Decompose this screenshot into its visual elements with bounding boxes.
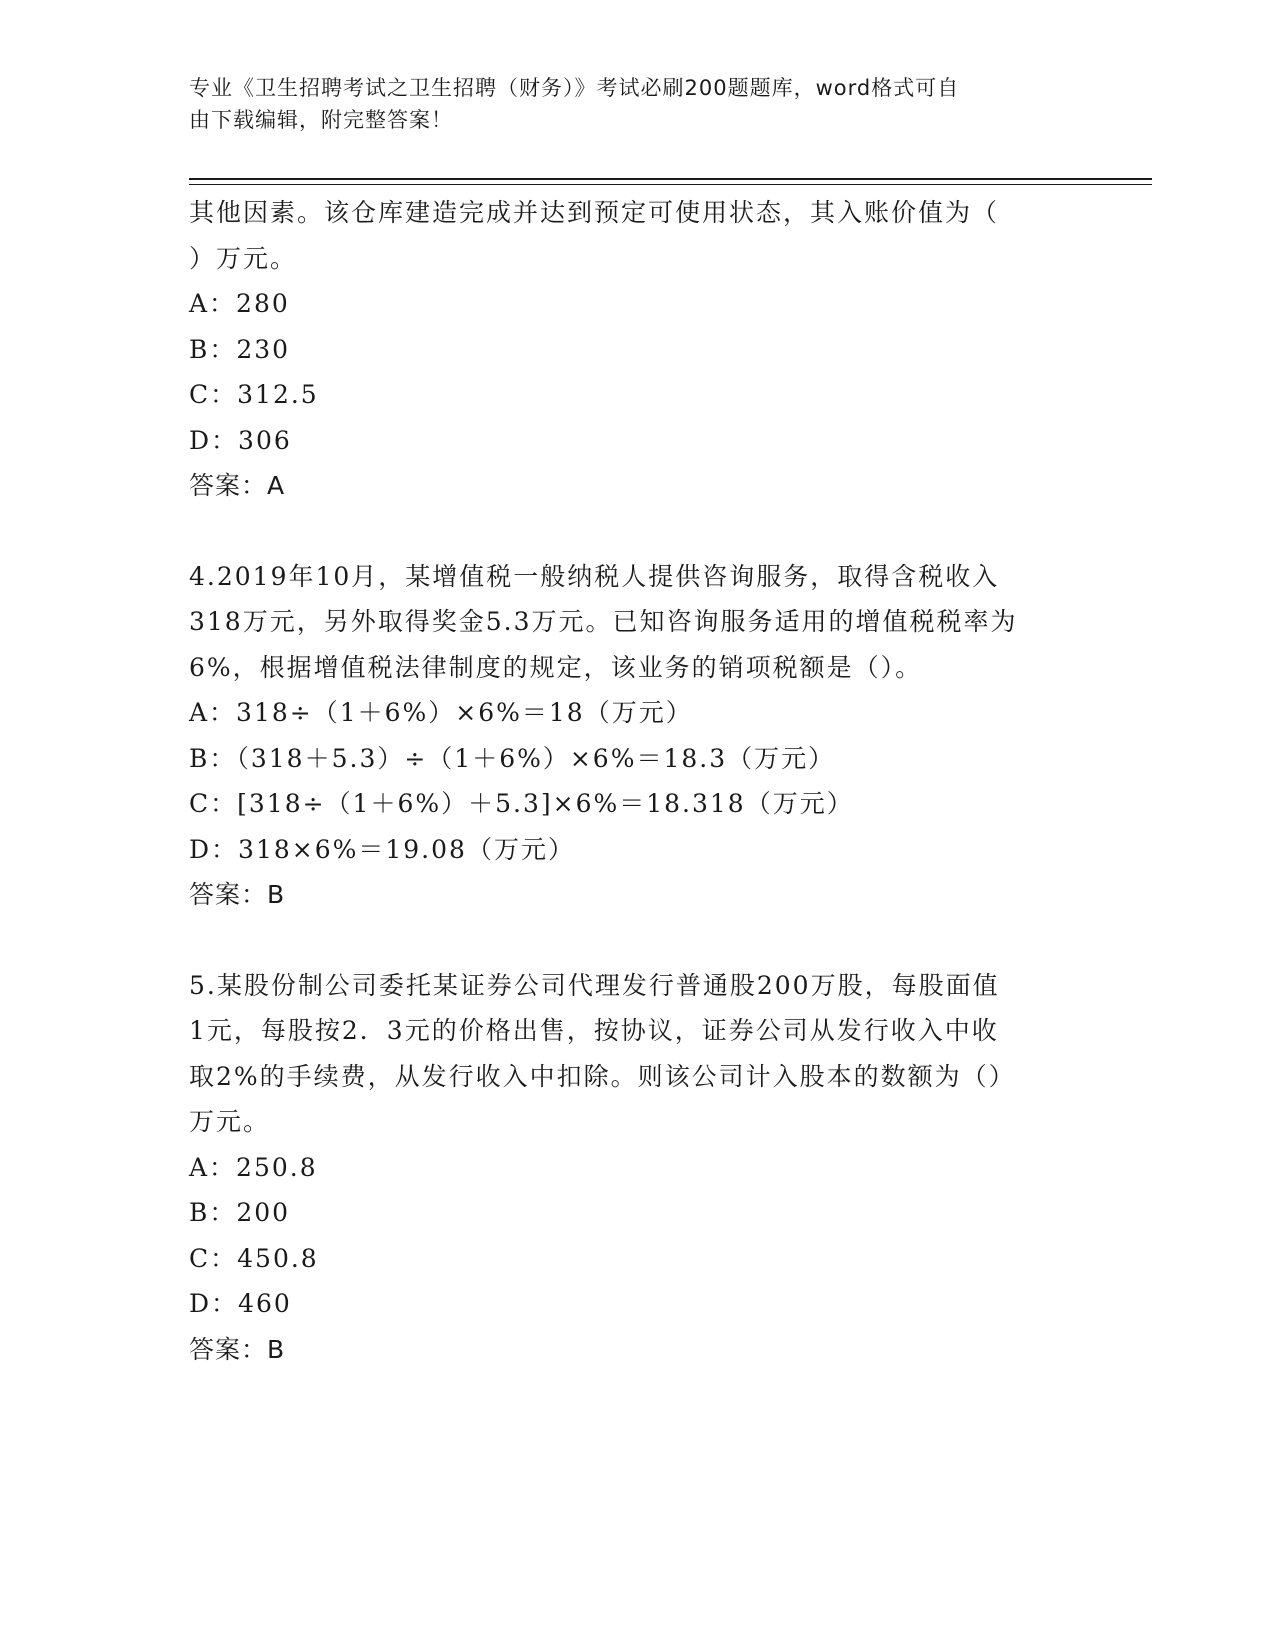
- option-a: A：318÷（1＋6%）×6%＝18（万元）: [189, 698, 693, 727]
- header-line-1: 专业《卫生招聘考试之卫生招聘（财务）》考试必刷200题题库，word格式可自: [189, 76, 960, 100]
- option-d: D：306: [189, 425, 292, 455]
- spacer: [189, 918, 1089, 963]
- question-stem-line: 6%，根据增值税法律制度的规定，该业务的销项税额是（）。: [189, 652, 923, 682]
- option-c: C：450.8: [189, 1243, 319, 1273]
- answer-line: 答案：B: [189, 1334, 286, 1364]
- header-line-2: 由下载编辑，附完整答案！: [189, 108, 453, 132]
- spacer: [189, 509, 1089, 554]
- question-stem-line: 其他因素。该仓库建造完成并达到预定可使用状态，其入账价值为（: [189, 198, 1000, 227]
- option-c: C：312.5: [189, 380, 319, 409]
- question-3: [189, 190, 1089, 509]
- option-b: B：（318＋5.3）÷（1＋6%）×6%＝18.3（万元）: [189, 743, 836, 773]
- question-stem-line: 万元。: [189, 1107, 271, 1136]
- option-b: B：200: [189, 1198, 291, 1227]
- question-stem-line: 5.某股份制公司委托某证券公司代理发行普通股200万股，每股面值: [189, 970, 1000, 1000]
- option-d: D：460: [189, 1289, 292, 1318]
- question-4: [189, 554, 1089, 918]
- option-c: C：[318÷（1＋6%）＋5.3]×6%＝18.318（万元）: [189, 789, 854, 818]
- option-a: A：250.8: [189, 1152, 318, 1182]
- option-b: B：230: [189, 334, 291, 364]
- question-stem-line: 取2%的手续费，从发行收入中扣除。则该公司计入股本的数额为（）: [189, 1061, 1016, 1091]
- answer-line: 答案：A: [189, 471, 286, 500]
- question-stem-line: 318万元，另外取得奖金5.3万元。已知咨询服务适用的增值税税率为: [189, 607, 1018, 636]
- question-stem-line: 1元，每股按2．3元的价格出售，按协议，证券公司从发行收入中收: [189, 1016, 999, 1045]
- document-header: [189, 72, 1069, 136]
- question-content: [189, 190, 1089, 1372]
- question-5: [189, 963, 1089, 1373]
- question-stem-line: 4.2019年10月，某增值税一般纳税人提供咨询服务，取得含税收入: [189, 561, 1000, 591]
- question-stem-line: ）万元。: [189, 243, 298, 273]
- header-divider-thin: [189, 184, 1152, 185]
- option-a: A：280: [189, 289, 290, 318]
- option-d: D：318×6%＝19.08（万元）: [189, 834, 575, 864]
- header-divider-thick: [189, 178, 1152, 180]
- answer-line: 答案：B: [189, 880, 286, 909]
